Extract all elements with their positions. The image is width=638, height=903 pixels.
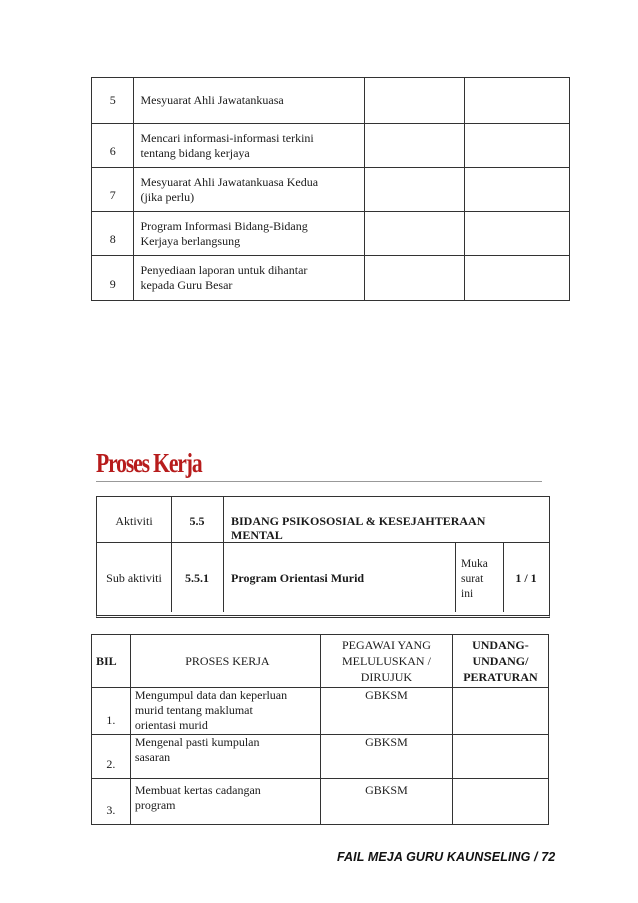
row-number: 7	[92, 168, 134, 212]
activity-table	[91, 77, 570, 301]
activity-text: Program Informasi Bidang-Bidang Kerjaya berlangsung	[134, 212, 365, 256]
row-bil: 2.	[92, 735, 131, 779]
process-table	[91, 634, 549, 825]
table-row	[92, 256, 570, 301]
table-row	[92, 735, 549, 779]
aktiviti-label: Aktiviti	[115, 514, 153, 528]
row-undang	[452, 688, 548, 735]
empty-cell	[365, 212, 465, 256]
muka-surat-label: Muka surat ini	[461, 558, 488, 600]
table-row	[92, 168, 570, 212]
row-pegawai: GBKSM	[321, 688, 453, 735]
empty-cell	[464, 124, 569, 168]
table-row	[92, 212, 570, 256]
empty-cell	[464, 212, 569, 256]
empty-cell	[365, 256, 465, 301]
page-footer	[337, 850, 555, 864]
heading-divider	[96, 481, 542, 482]
aktiviti-title: BIDANG PSIKOSOSIAL & KESEJAHTERAAN MENTAL	[231, 514, 486, 542]
section-heading: Proses Kerja	[96, 448, 202, 478]
header-undang: UNDANG- UNDANG/ PERATURAN	[452, 635, 548, 688]
empty-cell	[464, 256, 569, 301]
sub-aktiviti-label: Sub aktiviti	[106, 571, 162, 585]
header-bil: BIL	[92, 635, 131, 688]
table-row	[92, 78, 570, 124]
empty-cell	[464, 168, 569, 212]
divider	[97, 542, 549, 543]
table-row	[92, 688, 549, 735]
page-value: 1 / 1	[515, 571, 537, 585]
row-pegawai: GBKSM	[321, 779, 453, 825]
row-proses: Membuat kertas cadangan program	[130, 779, 320, 825]
empty-cell	[464, 78, 569, 124]
table-row	[92, 779, 549, 825]
divider	[455, 542, 456, 612]
empty-cell	[365, 168, 465, 212]
row-number: 5	[92, 78, 134, 124]
row-proses: Mengenal pasti kumpulan sasaran	[130, 735, 320, 779]
table-header-row	[92, 635, 549, 688]
row-proses: Mengumpul data dan keperluan murid tentang maklumat orientasi murid	[130, 688, 320, 735]
empty-cell	[365, 124, 465, 168]
header-pegawai: PEGAWAI YANG MELULUSKAN / DIRUJUK	[321, 635, 453, 688]
row-number: 8	[92, 212, 134, 256]
row-number: 6	[92, 124, 134, 168]
row-number: 9	[92, 256, 134, 301]
footer-text: FAIL MEJA GURU KAUNSELING /	[337, 850, 538, 864]
header-proses-kerja: PROSES KERJA	[130, 635, 320, 688]
table-row	[92, 124, 570, 168]
activity-header-box	[96, 496, 550, 618]
activity-text: Penyediaan laporan untuk dihantar kepada Guru Besar	[134, 256, 365, 301]
page-number: 72	[541, 850, 556, 864]
empty-cell	[365, 78, 465, 124]
sub-aktiviti-title: Program Orientasi Murid	[231, 571, 365, 585]
activity-text: Mencari informasi-informasi terkini tentang bidang kerjaya	[134, 124, 365, 168]
activity-text: Mesyuarat Ahli Jawatankuasa Kedua (jika perlu)	[134, 168, 365, 212]
row-bil: 1.	[92, 688, 131, 735]
row-undang	[452, 735, 548, 779]
row-undang	[452, 779, 548, 825]
row-bil: 3.	[92, 779, 131, 825]
activity-text: Mesyuarat Ahli Jawatankuasa	[134, 78, 365, 124]
sub-aktiviti-code: 5.5.1	[185, 571, 209, 585]
divider	[223, 497, 224, 612]
row-pegawai: GBKSM	[321, 735, 453, 779]
aktiviti-code: 5.5	[189, 514, 205, 528]
